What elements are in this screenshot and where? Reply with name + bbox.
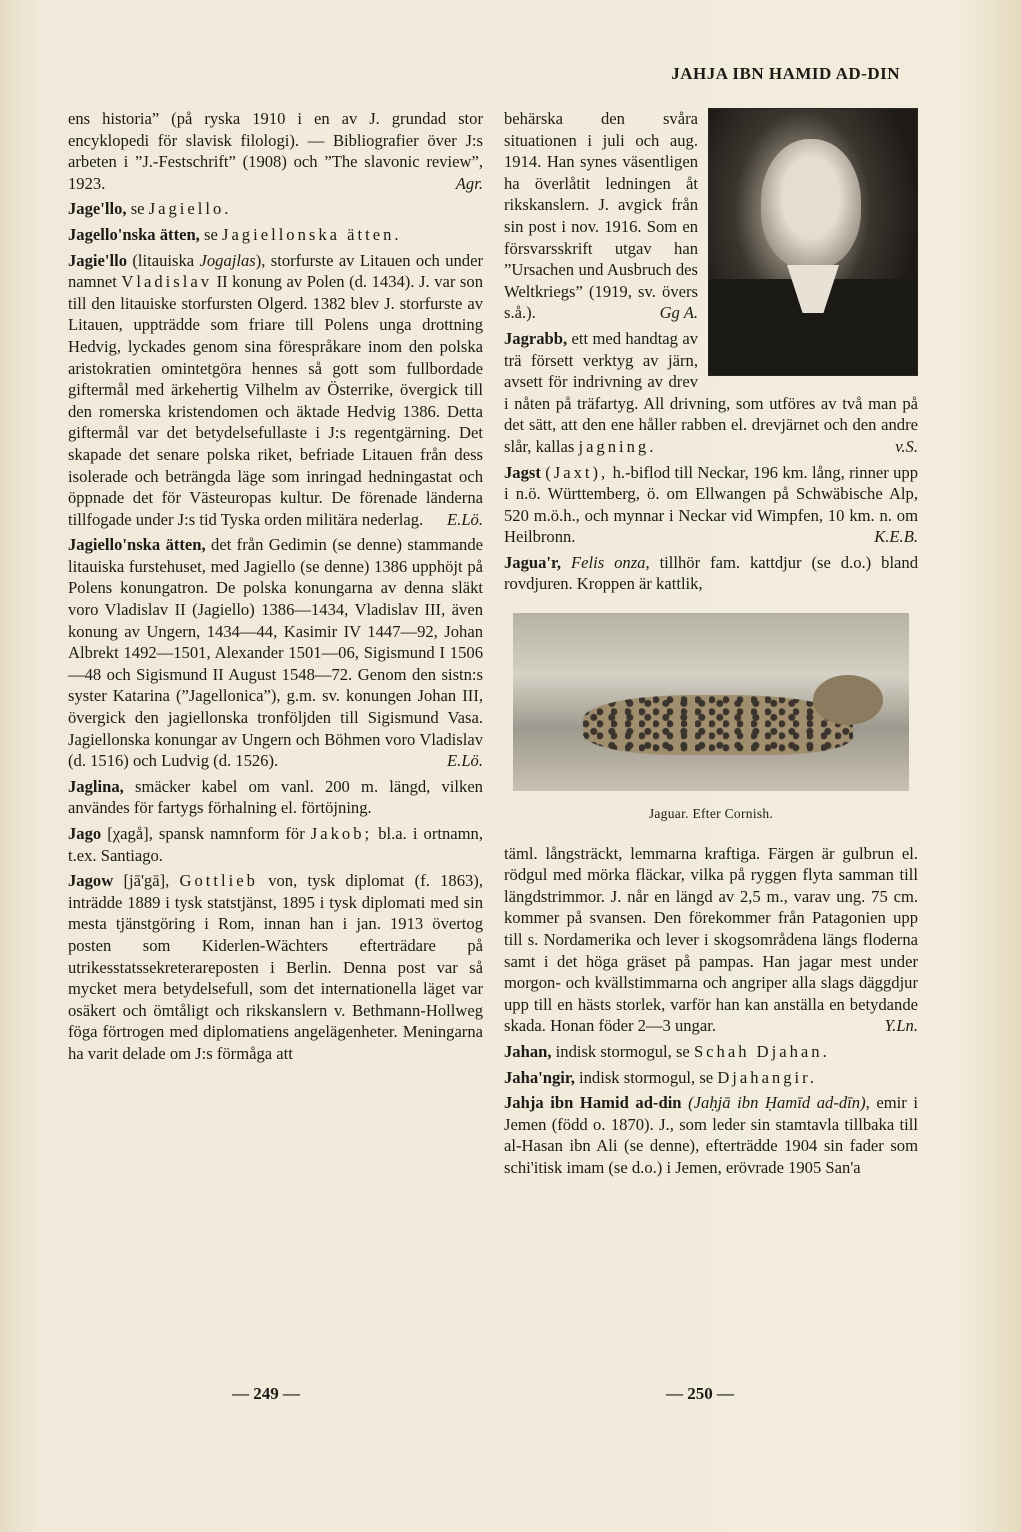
headword: Jagow bbox=[68, 871, 114, 891]
entry-jagiello: Jagie'llo (litauiska Jogajlas), storfurste av Litauen och under namnet Vladislav II konung av Polen (d. 1434). J. var son till den litauiske storfursten Olgerd. 1382 blev J. storfurste av Litauen, uppträdde som friare till Polens unga drottning Hedvig, lyckades genom sina förespråkare inom den polska aristokratien omintetgöra hennes så gott som fullbordade giftermål med ärkehertig Vilhelm av Österrike, övergick till den romerska kristendomen och äktade Hedvig 1386. Detta giftermål var det betydelsefullaste i J:s regentgärning. Det skapade det senare polska riket, befriade Litauen från dess isolerade och beträngda läge som inringad hedningastat och öppnade det för Västeuropas kultur. De förenade länderna tillfogade under J:s tid Tyska orden militära nederlag. E.Lö. bbox=[68, 250, 483, 529]
entry-jagello: Jage'llo, se Jagiello. bbox=[68, 199, 232, 219]
signature: v.S. bbox=[895, 436, 918, 456]
headword: Jagst bbox=[504, 462, 541, 482]
right-column bbox=[504, 108, 918, 1183]
entry-jagow-continued: behärska den svåra situationen i juli och aug. 1914. Han synes väsentligen ha överlåtit ledningen åt rikskanslern. J. avgick från sin post i nov. 1916. Som en försvarsskrift utgav han ”Ursachen und Ausbruch des Weltkriegs” (1919, sv. övers s.å.). Gg A. bbox=[504, 109, 698, 323]
entry-jagellonska: Jagello'nska ätten, se Jagiellonska ätten. bbox=[68, 224, 402, 244]
entry-jago: Jago [χagå], spansk namnform för Jakob; bl.a. i ortnamn, t.ex. Santiago. bbox=[68, 824, 483, 865]
signature: E.Lö. bbox=[447, 509, 483, 529]
portrait-photo bbox=[708, 108, 918, 376]
signature: Y.Ln. bbox=[884, 1016, 918, 1036]
headword: Jagua'r, bbox=[504, 552, 562, 572]
left-column bbox=[68, 108, 483, 1069]
running-head: JAHJA IBN HAMID AD-DIN bbox=[671, 64, 900, 83]
entry-jagiellonska: Jagiello'nska ätten, det från Gedimin (se denne) stammande litauiska furstehuset, med Jagiello (se denne) 1386 upphöjt på Polens konungatron. De polska konungarna av denna släkt voro Vladislav II (Jagiello) 1386—1434, Vladislav III, även konung av Ungern, 1434—44, Kasimir IV 1447—92, Johan Albrekt 1492—1501, Alexander 1501—06, Sigismund I 1506—48 och Sigismund II August 1548—72. Genom den sistn:s syster Katarina (”Jagellonica”), g.m. sv. konungen Johan III, övergick den jagiellonska tronföljden till Sigismund Vasa. Jagiellonska konungar av Ungern och Böhmen voro Vladislav (d. 1516) och Ludvig (d. 1526). E.Lö. bbox=[68, 535, 483, 771]
headword: Jahan, bbox=[504, 1042, 552, 1061]
entry-jagrabb: Jagrabb, ett med handtag av trä försett verktyg av järn, avsett för indrivning av drev i nåten på träfartyg. All drivning, som utföres av två man på det sätt, att den ene håller rabben el. drevjärnet och den andre slår, kallas jagning. v.S. bbox=[504, 328, 918, 456]
headword: Jago bbox=[68, 824, 102, 843]
page-number-left: — 249 — bbox=[232, 1384, 300, 1403]
entry-jagst: Jagst (Jaxt), h.-biflod till Neckar, 196 km. lång, rinner upp i n.ö. Württemberg, ö. om Ellwangen på Schwäbische Alp, 520 m.ö.h., och mynnar i Neckar vid Wimpfen, 10 km. n. om Heilbronn. K.E.B. bbox=[504, 462, 919, 547]
headword: Jage'llo, bbox=[68, 199, 127, 219]
headword: Jagie'llo bbox=[68, 250, 127, 270]
headword: Jagello'nska ätten, bbox=[68, 224, 200, 244]
headword: Jaglina, bbox=[68, 776, 124, 796]
portrait-face bbox=[761, 139, 861, 269]
signature: Agr. bbox=[455, 173, 483, 193]
headword: Jagrabb, bbox=[504, 328, 568, 348]
figure-caption: Jaguar. Efter Cornish. bbox=[648, 806, 774, 822]
cross-reference: Jagiello. bbox=[148, 199, 232, 219]
jaguar-photo bbox=[513, 613, 909, 791]
cross-reference: Jagiellonska ätten. bbox=[221, 224, 402, 244]
signature: Gg A. bbox=[659, 303, 698, 323]
headword: Jagiello'nska ätten, bbox=[68, 535, 206, 555]
signature: K.E.B. bbox=[874, 527, 918, 547]
page-number-right: — 250 — bbox=[666, 1384, 734, 1403]
entry-jagow: Jagow [jā'gā], Gottlieb von, tysk diplomat (f. 1863), inträdde 1889 i tysk statstjänst, 1895 i tysk diplomati med sin mesta tjänstgöring i Rom, innan han i jan. 1913 övertog posten som Kiderlen-Wächters efterträdare på utrikesstatssekreterareposten i Berlin. Denna post var så mycket mera betydelsefull, som det internationella läget var osäkert och ömtåligt och rikskanslern v. Bethmann-Hollweg föga förtrogen med diplomatiens angelägenheter. Meningarna ha varit delade om J:s förmåga att bbox=[68, 871, 483, 1063]
signature: E.Lö. bbox=[447, 751, 483, 771]
entry-jaguar-continued: täml. långsträckt, lemmarna kraftiga. Färgen är gulbrun el. rödgul med mörka fläckar, vilka på ryggen flyta samman till längdstrimmor. J. når en längd av 2,5 m., varav ung. 75 cm. kommer på svansen. Den förekommer från Patagonien upp till s. Nordamerika och lever i skogsområdena längs floderna samt i det höga gräset på pampas. Han jagar mest under morgon- och kvällstimmarna och angriper alla slags däggdjur upp till en hästs storlek, varför han kan anställa en betydande skada. Honan föder 2—3 ungar. Y.Ln. bbox=[504, 843, 918, 1036]
jaguar-head bbox=[813, 675, 883, 725]
entry-jahangir: Jaha'ngir, indisk stormogul, se Djahangir. bbox=[504, 1067, 817, 1087]
entry-jahan: Jahan, indisk stormogul, se Schah Djahan. bbox=[504, 1042, 830, 1061]
entry-jaguar: Jagua'r, Felis onza, tillhör fam. kattdjur (se d.o.) bland rovdjuren. Kroppen är kattlik, bbox=[504, 552, 919, 594]
entry-jaglina: Jaglina, smäcker kabel om vanl. 200 m. längd, vilken användes för fartygs förhalning el. förtöjning. bbox=[68, 776, 483, 818]
headword: Jaha'ngir, bbox=[504, 1067, 575, 1087]
entry-jahja: Jahja ibn Hamid ad-din (Jaḥjā ibn Ḥamīd ad-dīn), emir i Jemen (född o. 1870). J., som leder sin stamtavla tillbaka till al-Hasan ibn Ali (se denne), efterträdde 1904 sin fader som schi'itisk imam (se d.o.) i Jemen, erövrade 1905 San'a bbox=[504, 1093, 918, 1177]
headword: Jahja ibn Hamid ad-din bbox=[504, 1093, 682, 1113]
entry-continuation: ens historia” (på ryska 1910 i en av J. grundad stor encyklopedi för slavisk filologi). — Bibliografier över J:s arbeten i ”J.-Festschrift” (1908) och ”The slavonic review”, 1923. Agr. bbox=[68, 109, 483, 193]
